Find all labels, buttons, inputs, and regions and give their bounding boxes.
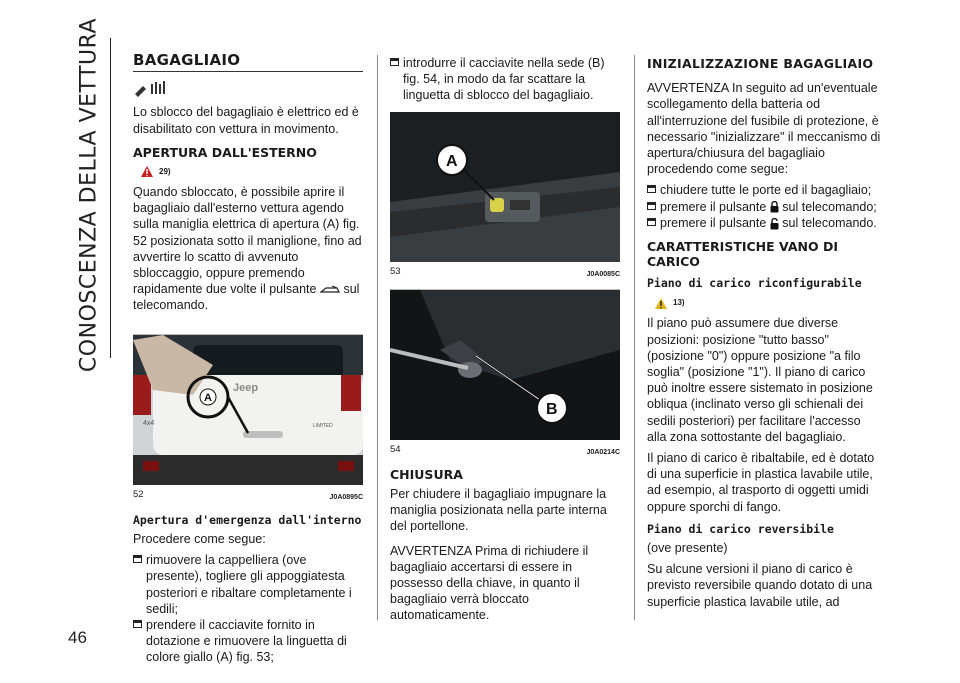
trunk-button-icon	[320, 285, 340, 295]
bullet-icon	[133, 555, 142, 563]
svg-text:Jeep: Jeep	[233, 381, 259, 394]
subsection-title: Apertura d'emergenza dall'interno	[133, 512, 362, 527]
subsection-title: APERTURA DALL'ESTERNO	[133, 144, 317, 160]
list-item: prendere il cacciavite fornito in dotazione e rimuovere la linguetta di colore giallo (A) fig. 53;	[133, 617, 363, 666]
title-rule	[133, 71, 363, 72]
figure-caption: 53 J0A0085C	[390, 265, 620, 278]
paragraph: AVVERTENZA Prima di richiudere il bagagliaio accertarsi di essere in possesso della chiave, in quanto il bagagliaio verrà bloccato automaticamente.	[390, 543, 589, 623]
column-divider	[377, 55, 378, 620]
figure-caption: 54 J0A0214C	[390, 443, 620, 456]
trunk-latch-image	[390, 112, 620, 262]
screwdriver-slot-image	[390, 290, 620, 440]
bullet-icon	[647, 218, 656, 226]
page-number: 46	[68, 628, 87, 647]
warning-icon	[655, 298, 667, 309]
lock-icon	[770, 201, 779, 213]
warning-ref: 29)	[141, 164, 363, 180]
intro-text: Lo sblocco del bagagliaio è elettrico ed è disabilitato con vettura in movimento.	[133, 105, 359, 136]
subsection-title: CARATTERISTICHE VANO DI CARICO	[647, 239, 839, 270]
svg-text:LIMITED: LIMITED	[313, 422, 333, 429]
svg-text:A: A	[446, 152, 458, 170]
section-title: INIZIALIZZAZIONE BAGAGLIAIO	[647, 56, 874, 71]
figure-53	[390, 112, 620, 262]
paragraph: Il piano di carico è ribaltabile, ed è dotato di una superficie in plastica lavabile utile, ad esempio, al trasporto di oggetti umidi oppure sporchi di fango.	[647, 451, 875, 514]
list-item: rimuovere la cappelliera (ove presente), togliere gli appoggiatesta posteriori e ribaltare completamente i sedili;	[133, 552, 363, 617]
list-item: introdurre il cacciavite nella sede (B) fig. 54, in modo da far scattare la linguetta di sblocco del bagagliaio.	[390, 55, 620, 104]
chapter-title: CONOSCENZA DELLA VETTURA	[76, 17, 102, 373]
warning-icon	[141, 166, 153, 177]
unlock-icon	[770, 218, 779, 230]
subsection-title: CHIUSURA	[390, 467, 463, 483]
column-1	[133, 52, 363, 666]
paragraph: Quando sbloccato, è possibile aprire il bagagliaio dall'esterno vettura agendo sulla maniglia elettrica di apertura (A) fig. 52 posizionata sotto il maniglione, fino ad avvertire lo scatto di avvenuto sbloccaggio, oppure premendo rapidamente due volte il pulsante sul telecomando.	[133, 185, 362, 313]
bullet-icon	[133, 620, 142, 628]
chapter-rule	[110, 38, 111, 358]
list-item: chiudere tutte le porte ed il bagagliaio;	[647, 182, 882, 198]
subsection-title: Piano di carico reversibile	[647, 521, 834, 536]
car-key-icon	[133, 80, 363, 102]
column-2	[390, 55, 620, 629]
svg-text:A: A	[204, 391, 212, 404]
warning-ref: 13)	[655, 295, 882, 311]
column-3	[647, 52, 882, 615]
section-title: BAGAGLIAIO	[133, 51, 241, 69]
svg-text:4x4: 4x4	[143, 419, 155, 427]
paragraph: Il piano può assumere due diverse posizioni: posizione "tutto basso" (posizione "0") oppure posizione "a filo soglia" (posizione "1"). Il piano di carico può inoltre essere sistemato in posizione obliqua (inclinato verso gli schienali dei sedili posteriori) per facilitare l'accesso alla zona sottostante del bagagliaio.	[647, 316, 873, 444]
list-item: premere il pulsante sul telecomando;	[647, 199, 882, 215]
paragraph: (ove presente)	[647, 541, 728, 556]
figure-54	[390, 289, 620, 440]
bullet-icon	[647, 185, 656, 193]
paragraph: Per chiudere il bagagliaio impugnare la maniglia posizionata nella parte interna del portellone.	[390, 487, 607, 534]
bullet-icon	[647, 202, 656, 210]
list-item: premere il pulsante sul telecomando.	[647, 215, 882, 231]
paragraph: AVVERTENZA In seguito ad un'eventuale scollegamento della batteria od all'interruzione del fusibile di protezione, è necessario "inizializzare" il meccanismo di apertura/chiusura del bagagliaio procedendo come segue:	[647, 81, 881, 177]
paragraph: Su alcune versioni il piano di carico è previsto reversibile quando dotato di una superficie plastica lavabile utile, ad	[647, 562, 873, 609]
column-divider	[634, 55, 635, 620]
figure-52	[133, 334, 363, 485]
subsection-title: Piano di carico riconfigurabile	[647, 276, 862, 291]
paragraph: Procedere come segue:	[133, 532, 266, 547]
rear-of-car-image	[133, 335, 363, 485]
figure-caption: 52 J0A0895C	[133, 488, 363, 501]
bullet-icon	[390, 58, 399, 66]
svg-text:B: B	[546, 400, 558, 418]
